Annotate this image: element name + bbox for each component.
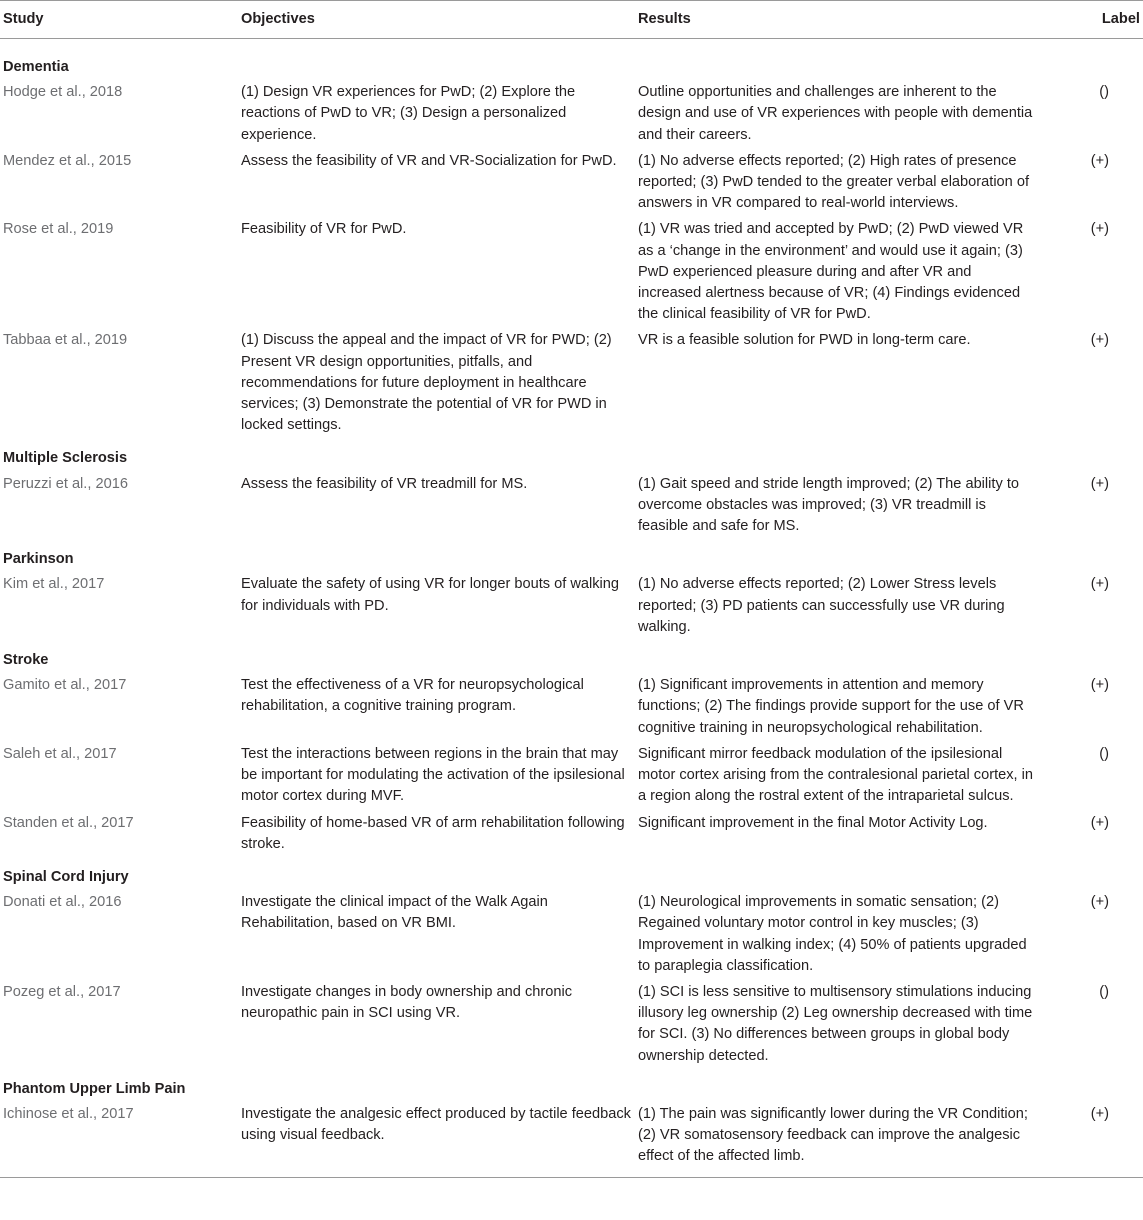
table-row xyxy=(0,474,1143,543)
label-cell: (+) xyxy=(1090,221,1109,238)
study-cell: Rose et al., 2019 xyxy=(3,221,114,238)
study-cell: Kim et al., 2017 xyxy=(3,576,105,593)
label-cell: () xyxy=(1099,983,1109,1000)
objectives-cell: (1) Discuss the appeal and the impact of VR for PWD; (2) Present VR design opportunities, pitfalls, and recommendations for future deployment in healthcare services; (3) Demonstrate the potential of VR for PWD in locked settings. xyxy=(241,332,612,434)
group-header-row xyxy=(0,860,1143,892)
results-cell: Significant mirror feedback modulation of the ipsilesional motor cortex arising from the contralesional parietal cortex, in a region along the rostral extent of the intraparietal sulcus. xyxy=(638,745,1034,805)
study-cell: Ichinose et al., 2017 xyxy=(3,1105,134,1122)
table-row xyxy=(0,82,1143,151)
group-title: Multiple Sclerosis xyxy=(3,450,128,467)
results-cell: (1) VR was tried and accepted by PwD; (2) PwD viewed VR as a ‘change in the environment’ and would use it again; (3) PwD experienced pleasure during and after VR and increased alertness because of VR; (4) Findings evidenced the clinical feasibility of VR for PwD. xyxy=(638,221,1024,323)
objectives-cell: Investigate changes in body ownership and chronic neuropathic pain in SCI using VR. xyxy=(241,983,573,1022)
label-cell: (+) xyxy=(1090,475,1109,492)
label-cell: (+) xyxy=(1090,576,1109,593)
objectives-cell: (1) Design VR experiences for PwD; (2) Explore the reactions of PwD to VR; (3) Design a personalized experience. xyxy=(241,84,576,143)
study-cell: Standen et al., 2017 xyxy=(3,814,134,831)
table-row xyxy=(0,892,1143,982)
results-cell: (1) No adverse effects reported; (2) Lower Stress levels reported; (3) PD patients can successfully use VR during walking. xyxy=(638,576,1005,635)
header-label: Label xyxy=(1101,10,1140,27)
table-row xyxy=(0,151,1143,220)
header-results: Results xyxy=(638,10,691,27)
table-header xyxy=(0,1,1143,39)
group-header-row xyxy=(0,542,1143,574)
objectives-cell: Feasibility of home-based VR of arm rehabilitation following stroke. xyxy=(241,814,625,852)
objectives-cell: Feasibility of VR for PwD. xyxy=(241,221,407,238)
header-study: Study xyxy=(3,10,44,27)
results-cell: (1) SCI is less sensitive to multisensory stimulations inducing illusory leg ownership (2) Leg ownership decreased with time for SCI. (3) No differences between groups in global body ownership detected. xyxy=(638,983,1033,1064)
table-row xyxy=(0,219,1143,330)
group-header-row xyxy=(0,441,1143,473)
header-objectives: Objectives xyxy=(241,10,315,27)
table-row xyxy=(0,982,1143,1072)
objectives-cell: Evaluate the safety of using VR for longer bouts of walking for individuals with PD. xyxy=(241,576,620,614)
objectives-cell: Assess the feasibility of VR treadmill for MS. xyxy=(241,475,528,492)
label-cell: (+) xyxy=(1090,894,1109,911)
label-cell: (+) xyxy=(1090,332,1109,349)
results-cell: (1) Neurological improvements in somatic sensation; (2) Regained voluntary motor control in key muscles; (3) Improvement in walking index; (4) 50% of patients upgraded to paraplegia classification. xyxy=(638,894,1027,974)
study-cell: Peruzzi et al., 2016 xyxy=(3,475,128,492)
results-cell: Outline opportunities and challenges are inherent to the design and use of VR experiences with people with dementia and their careers. xyxy=(638,84,1033,143)
results-cell: (1) The pain was significantly lower during the VR Condition; (2) VR somatosensory feedback can improve the analgesic effect of the affected limb. xyxy=(638,1105,1028,1165)
label-cell: (+) xyxy=(1090,152,1109,169)
objectives-cell: Investigate the analgesic effect produced by tactile feedback using visual feedback. xyxy=(241,1105,631,1144)
objectives-cell: Test the interactions between regions in the brain that may be important for modulating the activation of the ipsilesional motor cortex during MVF. xyxy=(241,745,625,805)
group-header-row xyxy=(0,1072,1143,1104)
results-cell: (1) Significant improvements in attention and memory functions; (2) The findings provide support for the use of VR cognitive training in neuropsychological rehabilitation. xyxy=(638,677,1024,736)
header-row xyxy=(0,1,1143,39)
group-title: Spinal Cord Injury xyxy=(3,868,129,885)
study-cell: Gamito et al., 2017 xyxy=(3,677,127,694)
label-cell: (+) xyxy=(1090,677,1109,694)
table-body xyxy=(0,39,1143,1178)
results-cell: Significant improvement in the final Motor Activity Log. xyxy=(638,814,988,831)
table-row xyxy=(0,744,1143,813)
label-cell: () xyxy=(1099,84,1109,101)
group-title: Dementia xyxy=(3,59,69,75)
label-cell: (+) xyxy=(1090,1105,1109,1122)
table-row xyxy=(0,1104,1143,1177)
study-cell: Saleh et al., 2017 xyxy=(3,745,117,762)
table-row xyxy=(0,813,1143,860)
study-cell: Hodge et al., 2018 xyxy=(3,84,123,101)
results-cell: (1) Gait speed and stride length improved; (2) The ability to overcome obstacles was improved; (3) VR treadmill is feasible and safe for MS. xyxy=(638,475,1019,535)
study-cell: Mendez et al., 2015 xyxy=(3,152,132,169)
group-title: Phantom Upper Limb Pain xyxy=(3,1080,186,1097)
study-cell: Pozeg et al., 2017 xyxy=(3,983,121,1000)
results-cell: (1) No adverse effects reported; (2) High rates of presence reported; (3) PwD tended to the greater verbal elaboration of answers in VR compared to real-world interviews. xyxy=(638,152,1030,212)
study-cell: Tabbaa et al., 2019 xyxy=(3,332,128,349)
label-cell: () xyxy=(1099,745,1109,762)
results-cell: VR is a feasible solution for PWD in long-term care. xyxy=(638,332,971,349)
group-title: Stroke xyxy=(3,652,49,669)
label-cell: (+) xyxy=(1090,814,1109,831)
study-cell: Donati et al., 2016 xyxy=(3,894,122,911)
objectives-cell: Investigate the clinical impact of the Walk Again Rehabilitation, based on VR BMI. xyxy=(241,894,548,932)
group-title: Parkinson xyxy=(3,551,74,568)
table-row xyxy=(0,330,1143,441)
group-header-row xyxy=(0,643,1143,675)
table-row xyxy=(0,574,1143,643)
group-header-row xyxy=(0,39,1143,83)
objectives-cell: Test the effectiveness of a VR for neuropsychological rehabilitation, a cognitive training program. xyxy=(241,677,584,715)
table-row xyxy=(0,675,1143,744)
objectives-cell: Assess the feasibility of VR and VR-Socialization for PwD. xyxy=(241,152,617,169)
